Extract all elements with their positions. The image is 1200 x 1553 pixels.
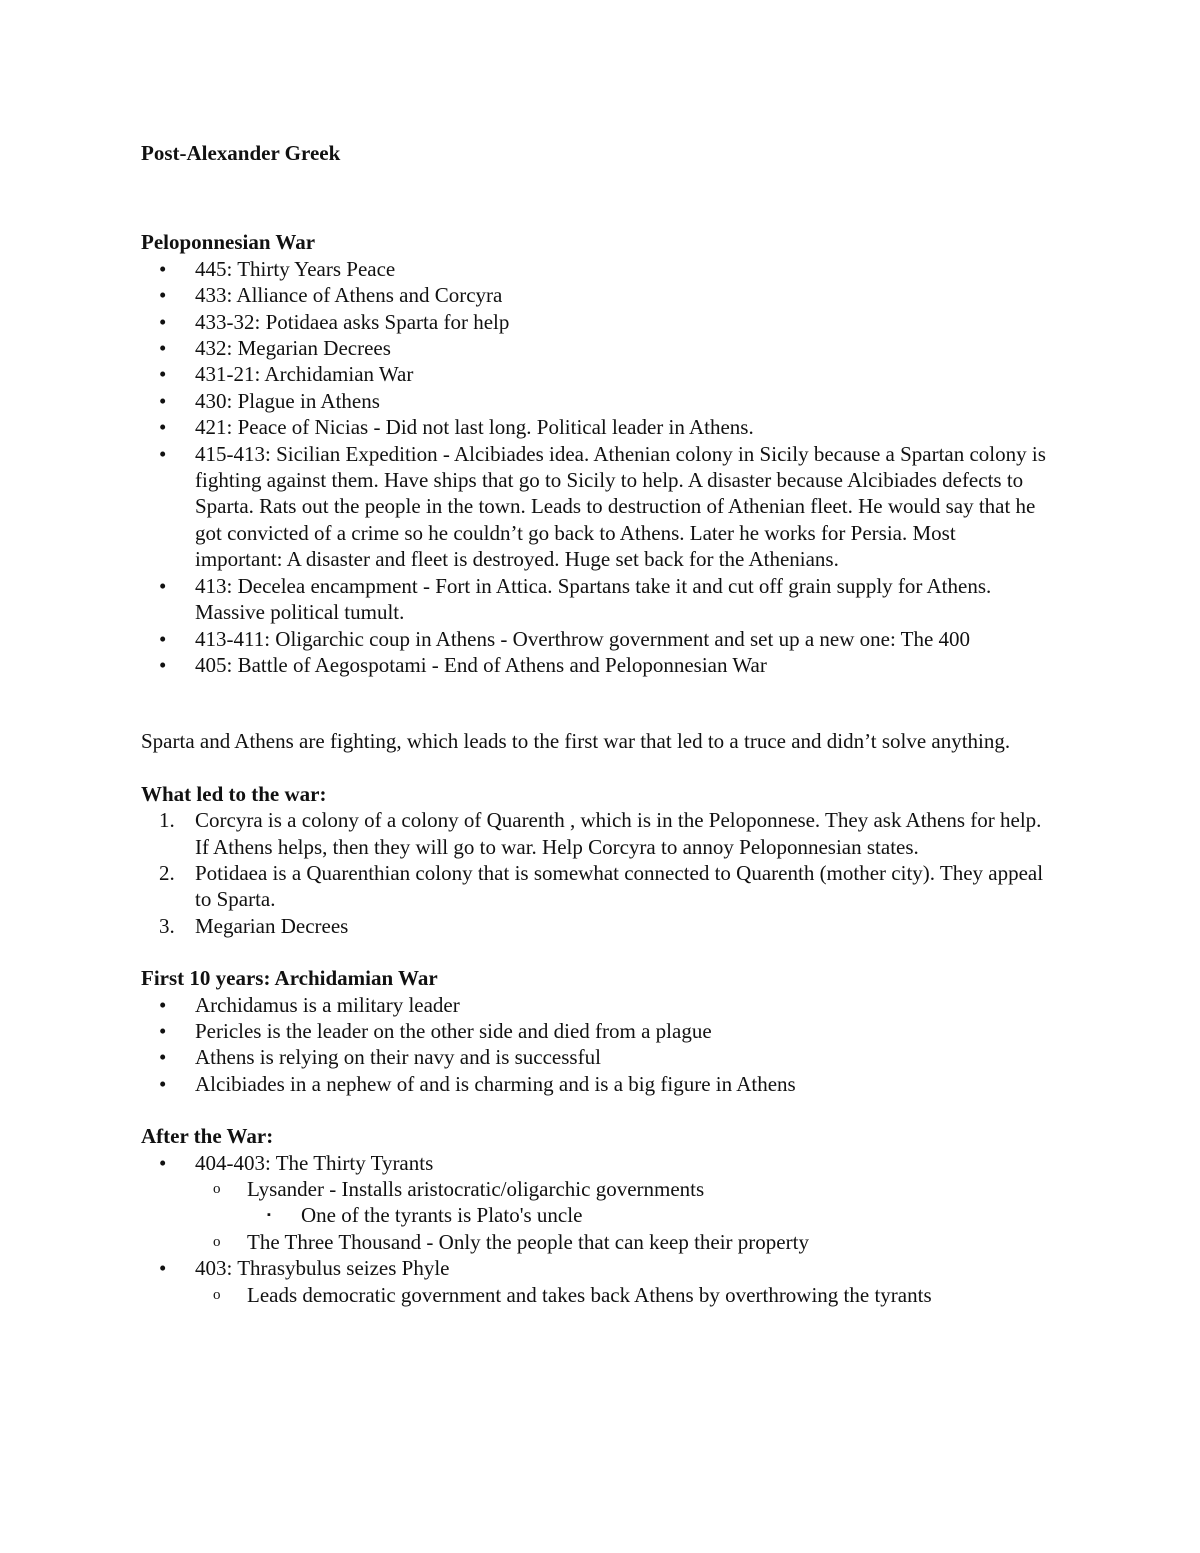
list-item: • 445: Thirty Years Peace bbox=[159, 256, 396, 281]
list-item: 1. Corcyra is a colony of a colony of Quarenth , which is in the Peloponnese. They ask Athens for help. If Athens helps, then they will go to war. Help Corcyra to annoy Peloponnesian states. bbox=[159, 808, 1042, 859]
list-item: 2. Potidaea is a Quarenthian colony that is somewhat connected to Quarenth (mother city). They appeal to Sparta. bbox=[159, 860, 1044, 912]
list-item: • 405: Battle of Aegospotami - End of Athens and Peloponnesian War bbox=[159, 652, 767, 677]
bullet-icon: • bbox=[159, 441, 167, 466]
bullet-icon: • bbox=[159, 1018, 167, 1043]
list-number: 1. bbox=[159, 808, 175, 833]
circle-bullet-icon: o bbox=[213, 1233, 221, 1250]
list-item: • Pericles is the leader on the other side and died from a plague bbox=[159, 1018, 712, 1043]
list-item: • 413-411: Oligarchic coup in Athens - Overthrow government and set up a new one: The 400 bbox=[159, 626, 971, 651]
sub-list-item: o Leads democratic government and takes back Athens by overthrowing the tyrants bbox=[213, 1282, 932, 1307]
square-bullet-icon: ▪ bbox=[267, 1209, 271, 1222]
list-number: 3. bbox=[159, 913, 175, 938]
causes-list bbox=[141, 807, 1046, 939]
bullet-icon: • bbox=[159, 1071, 167, 1096]
bullet-icon: • bbox=[159, 256, 167, 281]
bullet-icon: • bbox=[159, 1256, 167, 1281]
document-content bbox=[141, 140, 1046, 1308]
bullet-icon: • bbox=[159, 626, 167, 651]
list-item: • 430: Plague in Athens bbox=[159, 388, 380, 413]
list-item: • 431-21: Archidamian War bbox=[159, 362, 414, 387]
bullet-icon: • bbox=[159, 309, 167, 334]
after-the-war-list bbox=[141, 1255, 1046, 1281]
bullet-icon: • bbox=[159, 388, 167, 413]
page-title: Post-Alexander Greek bbox=[141, 141, 341, 165]
bullet-icon: • bbox=[159, 283, 167, 308]
section-heading-after-the-war: After the War: bbox=[141, 1124, 274, 1149]
section-heading-peloponnesian-war: Peloponnesian War bbox=[141, 230, 316, 255]
sub-list-item: o The Three Thousand - Only the people that can keep their property bbox=[213, 1229, 809, 1254]
list-item: 3. Megarian Decrees bbox=[159, 913, 349, 938]
list-item: • 421: Peace of Nicias - Did not last long. Political leader in Athens. bbox=[159, 415, 754, 440]
bullet-icon: • bbox=[159, 415, 167, 440]
list-item: • 404-403: The Thirty Tyrants bbox=[159, 1150, 434, 1175]
bullet-icon: • bbox=[159, 573, 167, 598]
bullet-icon: • bbox=[159, 1045, 167, 1070]
after-the-war-sublist bbox=[141, 1229, 1046, 1255]
bullet-icon: • bbox=[159, 652, 167, 677]
first-10-years-list bbox=[141, 992, 1046, 1098]
after-the-war-sublist bbox=[141, 1282, 1046, 1308]
circle-bullet-icon: o bbox=[213, 1286, 221, 1303]
list-item: • Archidamus is a military leader bbox=[159, 992, 460, 1017]
list-item: • 403: Thrasybulus seizes Phyle bbox=[159, 1256, 450, 1281]
circle-bullet-icon: o bbox=[213, 1181, 221, 1197]
bullet-icon: • bbox=[159, 336, 167, 361]
section-heading-first-10-years: First 10 years: Archidamian War bbox=[141, 966, 438, 991]
list-item: • 433-32: Potidaea asks Sparta for help bbox=[159, 309, 510, 334]
list-item: • 432: Megarian Decrees bbox=[159, 336, 391, 361]
bullet-icon: • bbox=[159, 1150, 167, 1175]
list-item: • Athens is relying on their navy and is successful bbox=[159, 1045, 601, 1070]
after-the-war-list bbox=[141, 1150, 1046, 1176]
peloponnesian-war-list bbox=[141, 256, 1046, 679]
list-number: 2. bbox=[159, 860, 175, 885]
bullet-icon: • bbox=[159, 362, 167, 387]
list-item: • 415-413: Sicilian Expedition - Alcibiades idea. Athenian colony in Sicily because a Spartan colony is fighting against them. Have ships that go to Sicily to help. A disaster because Alcibiades defects to Sparta. Rats out the people in the town. Leads to destruction of Athenian fleet. He would say that he got convicted of a crime so he couldn’t go back to Athens. Later he works for Persia. Most important: A disaster and fleet is destroyed. Huge set back for the Athenians. bbox=[159, 441, 1046, 572]
summary-paragraph: Sparta and Athens are fighting, which leads to the first war that led to a truce and didn’t solve anything. bbox=[141, 729, 1011, 754]
list-item: • Alcibiades in a nephew of and is charming and is a big figure in Athens bbox=[159, 1071, 796, 1096]
list-item: • 433: Alliance of Athens and Corcyra bbox=[159, 283, 503, 308]
section-heading-causes: What led to the war: bbox=[141, 781, 327, 806]
after-the-war-sublist bbox=[141, 1176, 1046, 1202]
list-item: • 413: Decelea encampment - Fort in Attica. Spartans take it and cut off grain supply for Athens. Massive political tumult. bbox=[159, 573, 992, 625]
sub-sub-list-item: ▪ One of the tyrants is Plato's uncle bbox=[267, 1203, 583, 1228]
bullet-icon: • bbox=[159, 992, 167, 1017]
after-the-war-sub-sublist bbox=[141, 1202, 1046, 1228]
sub-list-item: o Lysander - Installs aristocratic/oligarchic governments bbox=[213, 1177, 705, 1201]
